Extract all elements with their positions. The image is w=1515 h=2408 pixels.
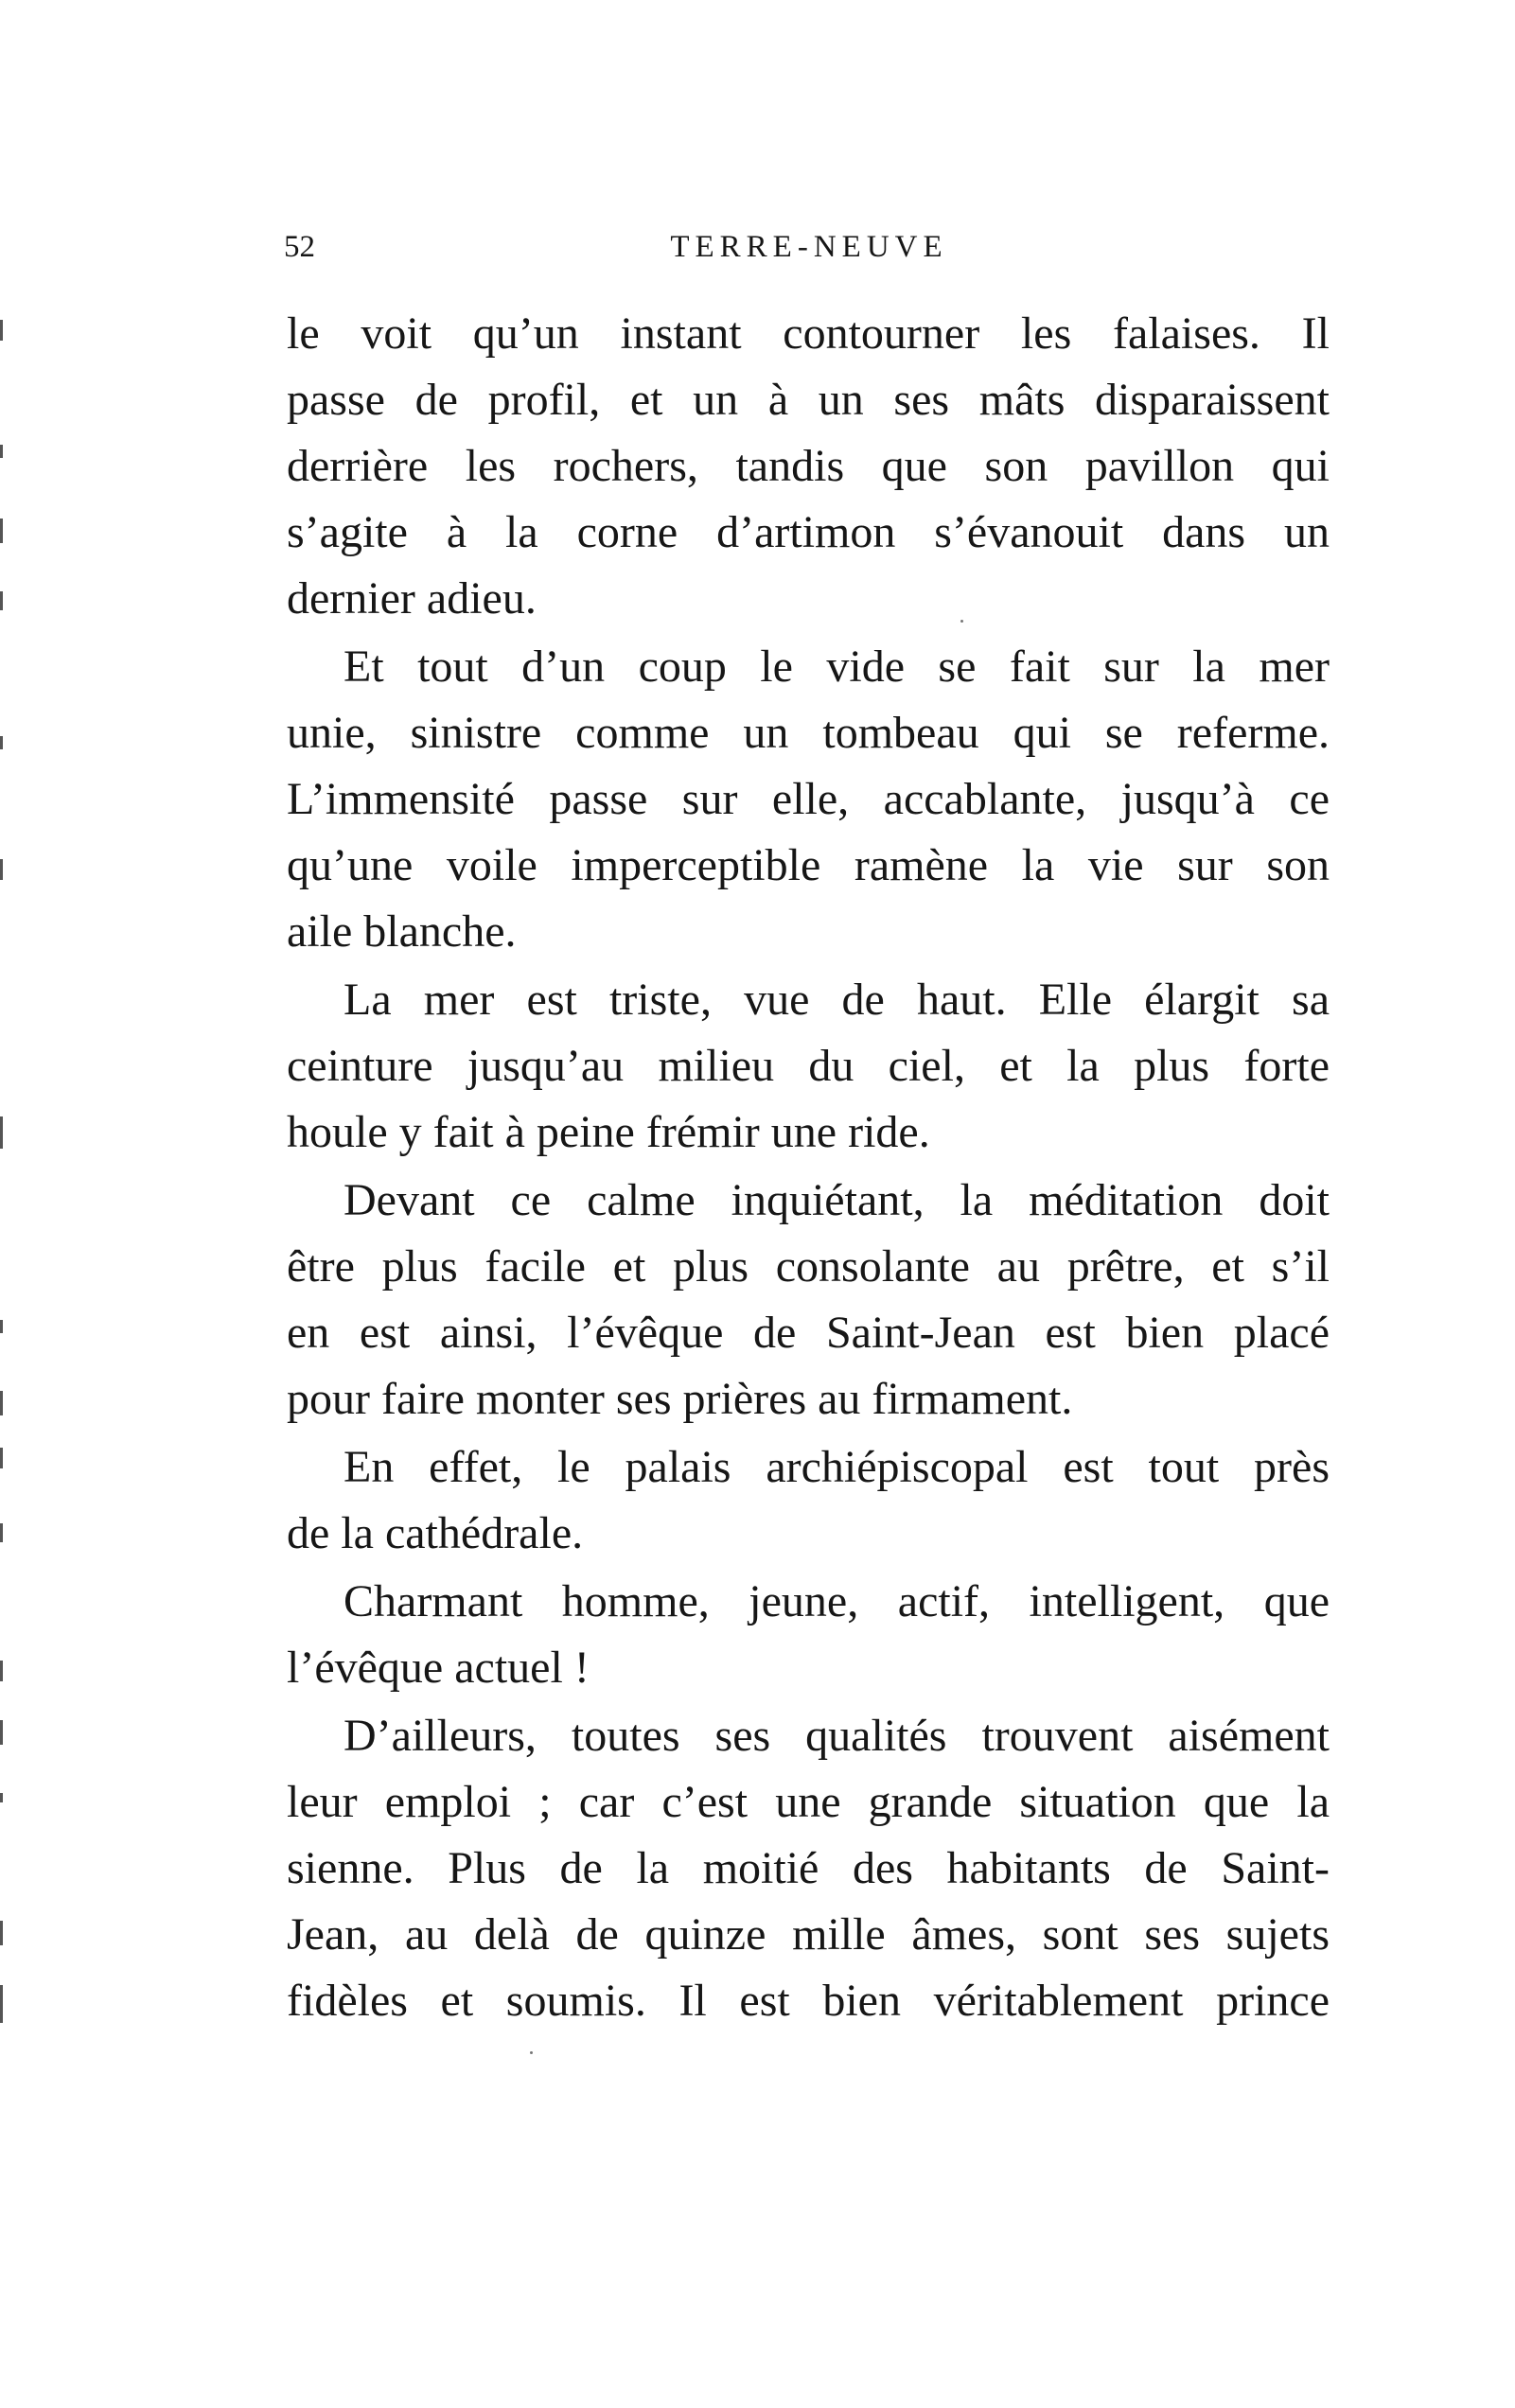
text-line: passe de profil, et un à un ses mâts disparaissent: [287, 375, 1330, 425]
scan-mark: [0, 1720, 3, 1745]
text-line: être plus facile et plus consolante au prêtre, et s’il: [287, 1241, 1330, 1292]
text-line: En effet, le palais archiépiscopal est tout près: [344, 1442, 1330, 1492]
page-header: [284, 223, 1334, 271]
scan-mark: [0, 1985, 3, 2023]
text-line: en est ainsi, l’évêque de Saint-Jean est bien placé: [287, 1308, 1330, 1358]
scan-mark: [0, 1448, 3, 1468]
scan-speck: [960, 620, 963, 623]
scan-mark: [0, 445, 3, 458]
page-number: 52: [284, 230, 315, 264]
scan-mark: [0, 736, 3, 749]
text-line: Et tout d’un coup le vide se fait sur la mer: [344, 642, 1330, 692]
text-line: derrière les rochers, tandis que son pavillon qui: [287, 441, 1330, 491]
scan-mark: [0, 1793, 3, 1802]
scan-mark: [0, 1661, 3, 1681]
text-line: pour faire monter ses prières au firmament.: [287, 1374, 1073, 1424]
text-line: ceinture jusqu’au milieu du ciel, et la plus forte: [287, 1041, 1330, 1091]
text-line: l’évêque actuel !: [287, 1643, 590, 1693]
text-line: Jean, au delà de quinze mille âmes, sont ses sujets: [287, 1909, 1330, 1960]
running-title: TERRE-NEUVE: [670, 230, 948, 264]
text-line: Devant ce calme inquiétant, la méditation doit: [344, 1175, 1330, 1225]
scan-mark: [0, 1116, 3, 1149]
text-line: aile blanche.: [287, 906, 517, 957]
text-line: unie, sinistre comme un tombeau qui se referme.: [287, 708, 1330, 758]
text-line: dernier adieu.: [287, 573, 537, 624]
text-line: La mer est triste, vue de haut. Elle élargit sa: [344, 975, 1330, 1025]
text-line: le voit qu’un instant contourner les falaises. Il: [287, 308, 1330, 359]
scan-speck: [530, 2051, 533, 2054]
scan-mark: [0, 1391, 3, 1415]
text-line: de la cathédrale.: [287, 1508, 584, 1558]
text-line: fidèles et soumis. Il est bien véritablement prince: [287, 1976, 1330, 2026]
scan-mark: [0, 591, 3, 610]
text-line: sienne. Plus de la moitié des habitants de Saint-: [287, 1843, 1330, 1893]
text-line: leur emploi ; car c’est une grande situation que la: [287, 1777, 1330, 1827]
text-line: Charmant homme, jeune, actif, intelligent, que: [344, 1576, 1330, 1626]
text-line: qu’une voile imperceptible ramène la vie sur son: [287, 840, 1330, 890]
text-line: houle y fait à peine frémir une ride.: [287, 1107, 930, 1157]
scan-mark: [0, 1523, 3, 1542]
scan-mark: [0, 1320, 3, 1333]
scan-mark: [0, 320, 3, 341]
scan-mark: [0, 1921, 3, 1945]
text-line: D’ailleurs, toutes ses qualités trouvent aisément: [344, 1711, 1330, 1761]
text-line: L’immensité passe sur elle, accablante, jusqu’à ce: [287, 774, 1330, 824]
scan-mark: [0, 859, 3, 880]
text-line: s’agite à la corne d’artimon s’évanouit dans un: [287, 507, 1330, 557]
scan-mark: [0, 519, 3, 543]
